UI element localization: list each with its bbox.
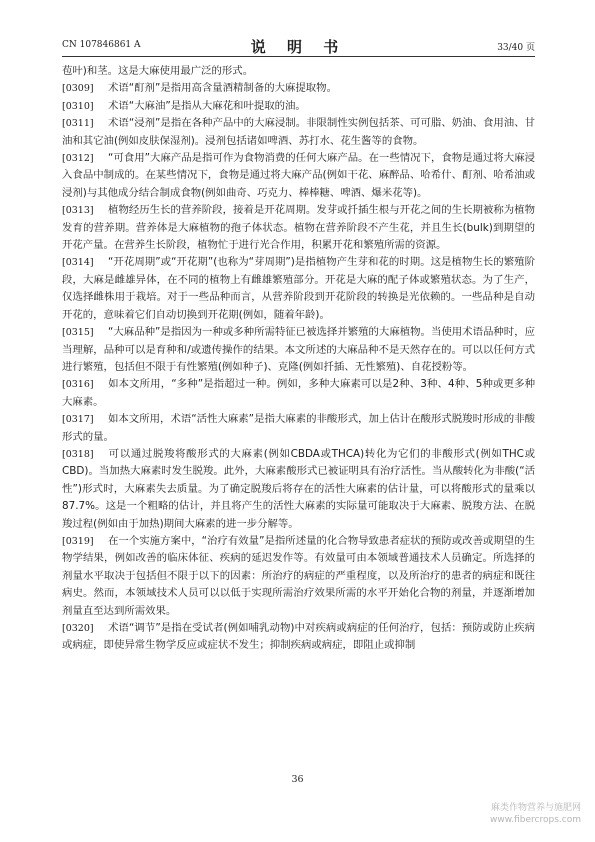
- paragraph-text: “开花周期”或“开花期”(也称为“芽周期”)是指植物产生芽和花的时期。这是植物生长的繁殖阶段，大麻是雌雄异体，在不同的植物上有雌雄繁殖部分。开花是大麻的配子体或繁殖状态。为了生产，仅选择雌株用于栽培。对于一些品种而言，从营养阶段到开花阶段的转换是光依赖的。一些品种是自动开花的，意味着它们自动切换到开花期(例如，随着年龄)。: [62, 256, 535, 321]
- paragraph-text: 术语“酊剂”是指用高含量酒精制备的大麻提取物。: [108, 82, 337, 95]
- watermark: [490, 802, 581, 826]
- paragraph-number: [0320]: [62, 623, 94, 634]
- paragraph: [62, 80, 535, 97]
- paragraph-number: [0313]: [62, 205, 94, 217]
- paragraph-number: [0317]: [62, 414, 94, 426]
- document-title: 说 明 书: [250, 38, 347, 56]
- paragraph-text: 术语“调节”是指在受试者(例如哺乳动物)中对疾病或病症的任何治疗，包括：预防或防止疾病或病症，即使异常生物学反应或症状不发生；抑制疾病或病症，即阻止或抑制: [62, 622, 535, 652]
- paragraph: [62, 254, 535, 324]
- paragraph-text: “可食用”大麻产品是指可作为食物消费的任何大麻产品。在一些情况下，食物是通过将大麻浸入食品中制成的。在某些情况下，食物是通过将大麻产品(例如干花、麻醉品、哈希什、酊剂、哈希油或浸剂)与其他成分结合制成食物(例如曲奇、巧克力、棒棒糖、啤酒、爆米花等)。: [62, 152, 535, 199]
- paragraph: [62, 98, 535, 115]
- paragraph-text: 在一个实施方案中，“治疗有效量”是指所述量的化合物导致患者症状的预防或改善或期望的生物学结果，例如改善的临床体征、疾病的延迟发作等。有效量可由本领域普通技术人员确定。所选择的剂量水平取决于包括但不限于以下的因素：所治疗的病症的严重程度，以及所治疗的患者的病症和既往病史。然而，本领域技术人员可以以低于实现所需治疗效果所需的水平开始化合物的剂量，并逐渐增加剂量直至达到所需效果。: [62, 534, 535, 617]
- paragraph-text: 植物经历生长的营养阶段，接着是开花周期。发芽或扦插生根与开花之间的生长期被称为植物发育的营养期。营养体是大麻植物的孢子体状态。植物在营养阶段不产生花，并且生长(bulk)到期望的开花产量。在营养生长阶段，植物忙于进行光合作用，积累开花和繁殖所需的资源。: [62, 204, 535, 252]
- paragraph: [62, 150, 535, 202]
- paragraph-number: [0311]: [62, 118, 94, 130]
- paragraph-number: [0316]: [62, 379, 94, 391]
- paragraph-list: [62, 80, 535, 654]
- watermark-line2: www.fibercrops.com: [490, 815, 581, 825]
- paragraph-text: 术语“浸剂”是指在各种产品中的大麻浸制。非限制性实例包括茶、可可脂、奶油、食用油、甘油和其它油(例如皮肤保湿剂)。浸剂包括诸如啤酒、苏打水、花生酱等的食物。: [62, 117, 535, 147]
- paragraph: [62, 533, 535, 620]
- paragraph-number: [0312]: [62, 153, 94, 165]
- intro-line: 苞叶)和茎。这是大麻使用最广泛的形式。: [62, 65, 254, 77]
- paragraph: [62, 202, 535, 254]
- paragraph-number: [0314]: [62, 257, 94, 269]
- paragraph-number: [0315]: [62, 327, 94, 339]
- paragraph-text: “大麻品种”是指因为一种或多种所需特征已被选择并繁殖的大麻植物。当使用术语品种时，应当理解，品种可以是育种和/或遗传操作的结果。本文所述的大麻品种不是天然存在的。可以以任何方式进行繁殖，包括但不限于有性繁殖(例如种子)、克隆(例如扦插、无性繁殖)、自花授粉等。: [62, 326, 535, 373]
- paragraph: [62, 376, 535, 411]
- paragraph-text: 如本文所用，术语“活性大麻素”是指大麻素的非酸形式，加上估计在酸形式脱羧时形成的非酸形式的量。: [62, 413, 535, 443]
- paragraph: [62, 324, 535, 376]
- publication-number: CN 107846861 A: [62, 40, 141, 50]
- paragraph-text: 术语“大麻油”是指从大麻花和叶提取的油。: [108, 99, 306, 112]
- paragraph-number: [0318]: [62, 448, 94, 460]
- paragraph-number: [0309]: [62, 83, 94, 95]
- page-of-indicator: 33/40 页: [497, 43, 535, 53]
- paragraph: [62, 620, 535, 655]
- paragraph-number: [0319]: [62, 535, 94, 547]
- paragraph-text: 如本文所用，“多种”是指超过一种。例如，多种大麻素可以是2种、3种、4种、5种或更多种大麻素。: [62, 378, 535, 408]
- paragraph-text: 可以通过脱羧将酸形式的大麻素(例如CBDA或THCA)转化为它们的非酸形式(例如THC或CBD)。当加热大麻素时发生脱羧。此外，大麻素酸形式已被证明具有治疗活性。当从酸转化为非酸(“活性”)形式时，大麻素失去质量。为了确定脱羧后将存在的活性大麻素的估计量，可以将酸形式的量乘以87.7%。这是一个粗略的估计，并且将产生的活性大麻素的实际量可能取决于大麻素、脱羧方法、在脱羧过程(例如由于加热)期间大麻素的进一步分解等。: [62, 447, 535, 530]
- page-number: 36: [291, 774, 304, 785]
- paragraph: [62, 411, 535, 446]
- watermark-line1: 麻类作物营养与施肥网: [490, 803, 581, 813]
- document-body: [62, 63, 535, 655]
- paragraph: [62, 115, 535, 150]
- document-header: [62, 36, 535, 57]
- paragraph-number: [0310]: [62, 100, 94, 112]
- paragraph: [62, 446, 535, 533]
